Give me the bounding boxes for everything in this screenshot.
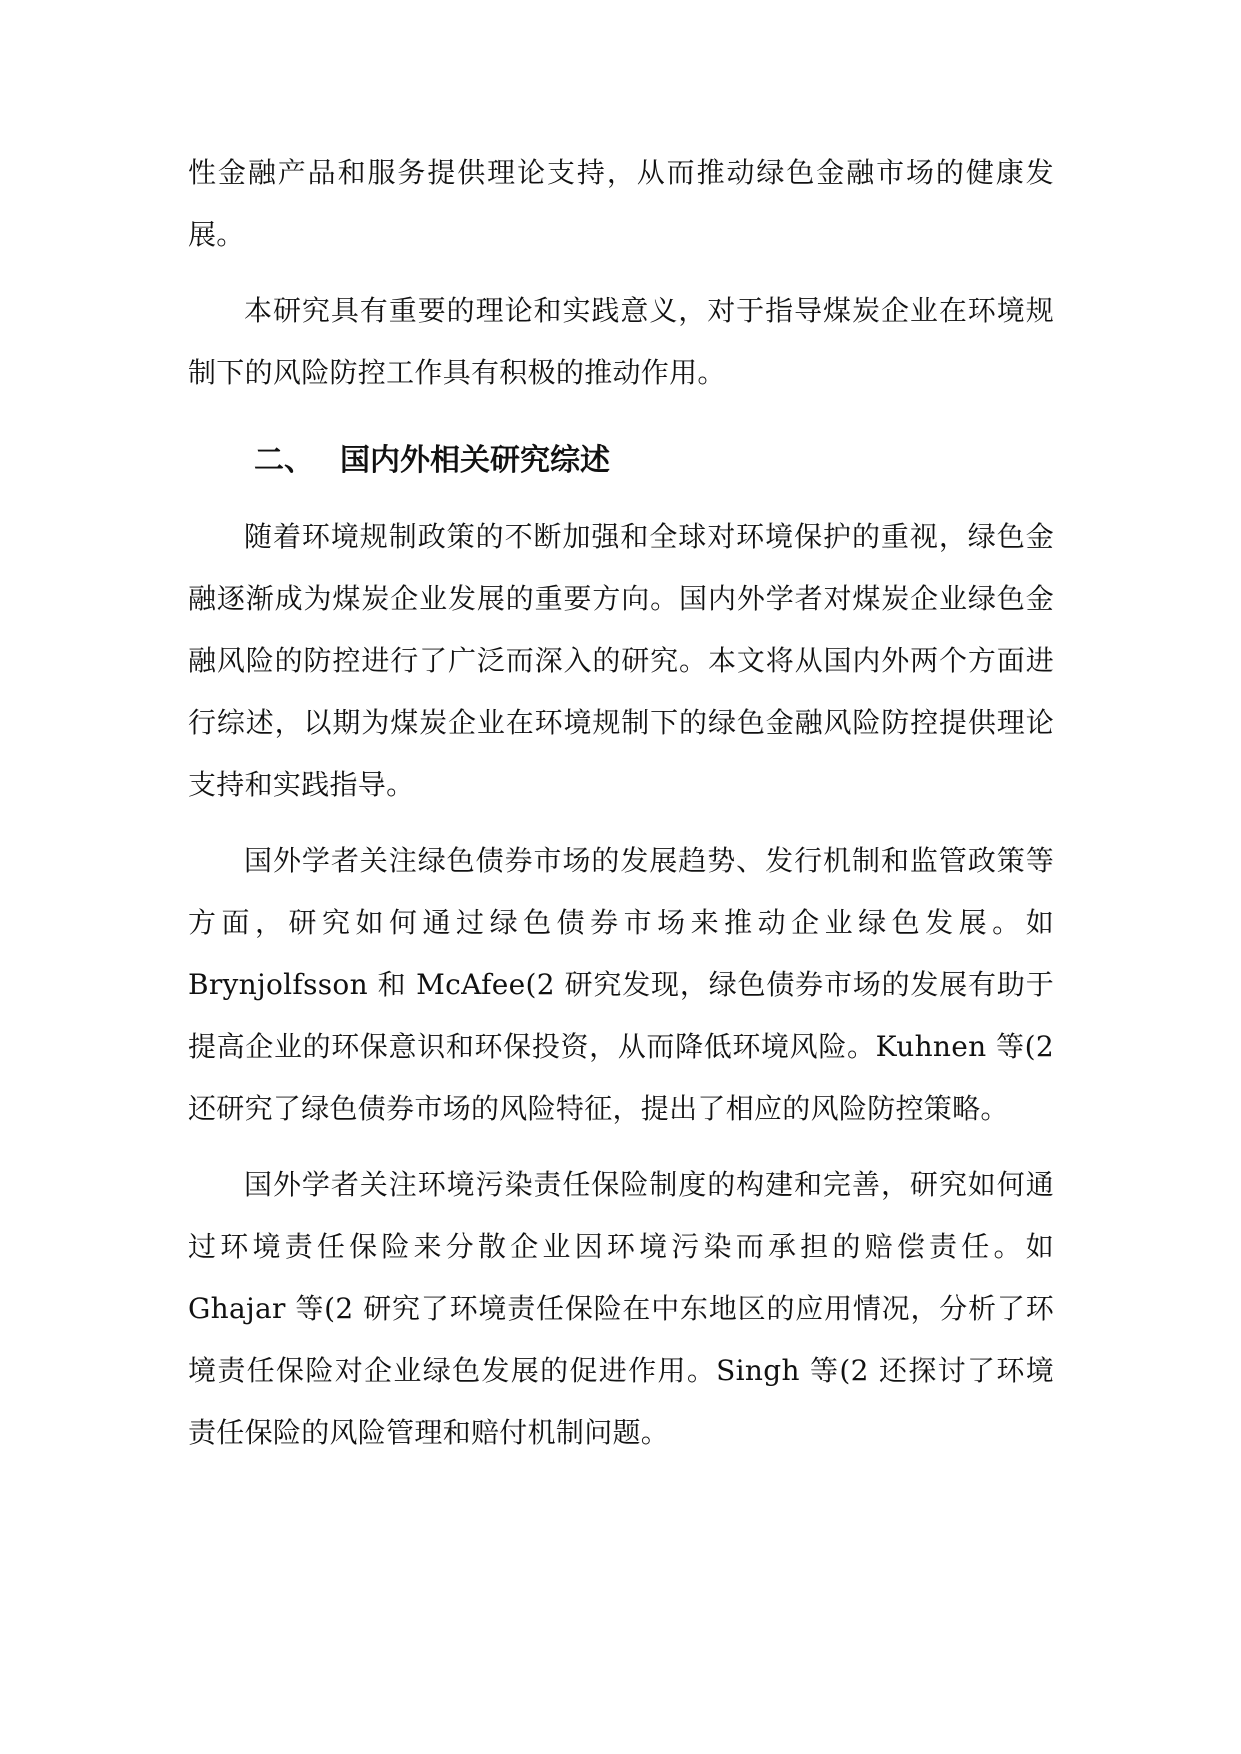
paragraph-gap (188, 266, 1054, 280)
paragraph-liability-insurance: 国外学者关注环境污染责任保险制度的构建和完善，研究如何通过环境责任保险来分散企业因环境污染而承担的赔偿责任。如 Ghajar 等(2 研究了环境责任保险在中东地区的应用情况，分析了环境责任保险对企业绿色发展的促进作用。Singh 等(2 还探讨了环境责任保险的风险管理和赔付机制问题。 (188, 1168, 1054, 1449)
document-body (188, 142, 1054, 1464)
paragraph-gap (188, 1140, 1054, 1154)
section-gap (188, 404, 1054, 430)
section-title: 国内外相关研究综述 (340, 443, 610, 478)
paragraph-green-bonds: 国外学者关注绿色债券市场的发展趋势、发行机制和监管政策等方面，研究如何通过绿色债券市场来推动企业绿色发展。如 Brynjolfsson 和 McAfee(2 研究发现，绿色债券市场的发展有助于提高企业的环保意识和环保投资，从而降低环境风险。Kuhnen 等(2 还研究了绿色债券市场的风险特征，提出了相应的风险防控策略。 (188, 844, 1054, 1125)
paragraph-gap (188, 492, 1054, 506)
section-heading (188, 430, 1054, 492)
paragraph-significance: 本研究具有重要的理论和实践意义，对于指导煤炭企业在环境规制下的风险防控工作具有积极的推动作用。 (188, 294, 1054, 389)
section-number: 二、 (254, 443, 314, 478)
paragraph-overview: 随着环境规制政策的不断加强和全球对环境保护的重视，绿色金融逐渐成为煤炭企业发展的重要方向。国内外学者对煤炭企业绿色金融风险的防控进行了广泛而深入的研究。本文将从国内外两个方面进行综述，以期为煤炭企业在环境规制下的绿色金融风险防控提供理论支持和实践指导。 (188, 520, 1054, 801)
paragraph-gap (188, 816, 1054, 830)
paragraph-continuation: 性金融产品和服务提供理论支持，从而推动绿色金融市场的健康发展。 (188, 156, 1054, 251)
